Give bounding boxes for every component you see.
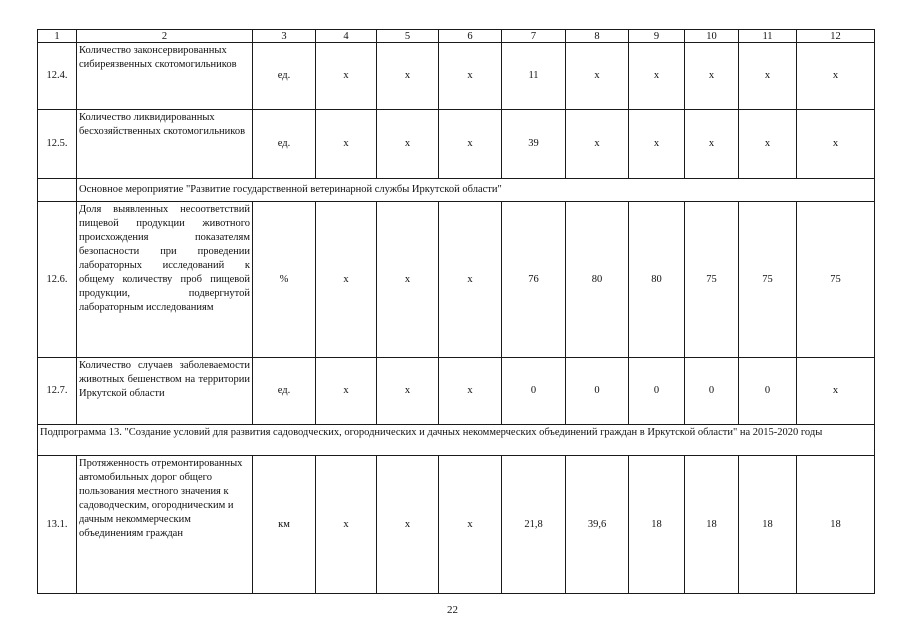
value-cell: х (377, 358, 439, 425)
subprogram-row (38, 425, 875, 456)
value-cell: х (739, 110, 797, 179)
column-number: 10 (685, 30, 739, 43)
value-cell: 0 (629, 358, 685, 425)
column-number: 6 (439, 30, 502, 43)
column-number: 5 (377, 30, 439, 43)
value-cell: х (439, 358, 502, 425)
value-cell: х (316, 43, 377, 110)
value-cell: х (797, 43, 875, 110)
value-cell: х (316, 358, 377, 425)
column-number: 9 (629, 30, 685, 43)
value-cell: 75 (797, 202, 875, 358)
page-number: 22 (447, 604, 458, 616)
value-cell: 39 (502, 110, 566, 179)
value-cell: х (377, 202, 439, 358)
column-number: 7 (502, 30, 566, 43)
value-cell: х (685, 43, 739, 110)
value-cell: 21,8 (502, 456, 566, 594)
table-row (38, 456, 875, 594)
row-number: 12.5. (38, 110, 77, 179)
value-cell: х (377, 43, 439, 110)
value-cell: х (685, 110, 739, 179)
value-cell: х (797, 358, 875, 425)
column-number: 8 (566, 30, 629, 43)
empty-cell (38, 179, 77, 202)
value-cell: 75 (739, 202, 797, 358)
main-event-title: Основное мероприятие "Развитие государственной ветеринарной службы Иркутской области" (77, 179, 875, 202)
indicator-name: Протяженность отремонтированных автомобильных дорог общего пользования местного значения к садоводческим, огородническим и дачным некоммерческим объединениям граждан (77, 456, 253, 594)
value-cell: 0 (685, 358, 739, 425)
value-cell: 0 (566, 358, 629, 425)
value-cell: 80 (566, 202, 629, 358)
column-number: 2 (77, 30, 253, 43)
value-cell: 76 (502, 202, 566, 358)
main-event-row (38, 179, 875, 202)
table-row (38, 43, 875, 110)
value-cell: х (439, 43, 502, 110)
value-cell: х (377, 456, 439, 594)
column-number: 12 (797, 30, 875, 43)
value-cell: х (439, 456, 502, 594)
unit-cell: % (253, 202, 316, 358)
value-cell: х (566, 110, 629, 179)
row-number: 12.4. (38, 43, 77, 110)
value-cell: 11 (502, 43, 566, 110)
table-row (38, 358, 875, 425)
value-cell: х (377, 110, 439, 179)
value-cell: 18 (797, 456, 875, 594)
value-cell: 80 (629, 202, 685, 358)
value-cell: х (566, 43, 629, 110)
value-cell: 18 (739, 456, 797, 594)
indicators-table (37, 29, 875, 594)
value-cell: х (316, 110, 377, 179)
value-cell: х (439, 202, 502, 358)
column-number: 3 (253, 30, 316, 43)
unit-cell: ед. (253, 358, 316, 425)
subprogram-title: Подпрограмма 13. "Создание условий для развития садоводческих, огороднических и дачных некоммерческих объединений граждан в Иркутской области" на 2015-2020 годы (38, 425, 875, 456)
value-cell: 18 (685, 456, 739, 594)
indicator-name: Доля выявленных несоответствий пищевой продукции животного происхождения показателям безопасности при проведении лабораторных исследований к общему количеству проб пищевой продукции, подвергнутой лабораторным исследованиям (77, 202, 253, 358)
value-cell: х (629, 43, 685, 110)
indicator-name: Количество законсервированных сибиреязвенных скотомогильников (77, 43, 253, 110)
value-cell: х (629, 110, 685, 179)
indicator-name: Количество ликвидированных бесхозяйственных скотомогильников (77, 110, 253, 179)
column-number: 4 (316, 30, 377, 43)
table-row (38, 202, 875, 358)
row-number: 12.7. (38, 358, 77, 425)
value-cell: х (739, 43, 797, 110)
value-cell: 0 (739, 358, 797, 425)
row-number: 12.6. (38, 202, 77, 358)
value-cell: 18 (629, 456, 685, 594)
column-number: 1 (38, 30, 77, 43)
row-number: 13.1. (38, 456, 77, 594)
value-cell: х (316, 202, 377, 358)
column-number: 11 (739, 30, 797, 43)
value-cell: 75 (685, 202, 739, 358)
value-cell: 0 (502, 358, 566, 425)
unit-cell: ед. (253, 43, 316, 110)
unit-cell: ед. (253, 110, 316, 179)
value-cell: 39,6 (566, 456, 629, 594)
value-cell: х (316, 456, 377, 594)
value-cell: х (797, 110, 875, 179)
value-cell: х (439, 110, 502, 179)
column-number-row (38, 30, 875, 43)
indicator-name: Количество случаев заболеваемости животных бешенством на территории Иркутской области (77, 358, 253, 425)
unit-cell: км (253, 456, 316, 594)
table-row (38, 110, 875, 179)
